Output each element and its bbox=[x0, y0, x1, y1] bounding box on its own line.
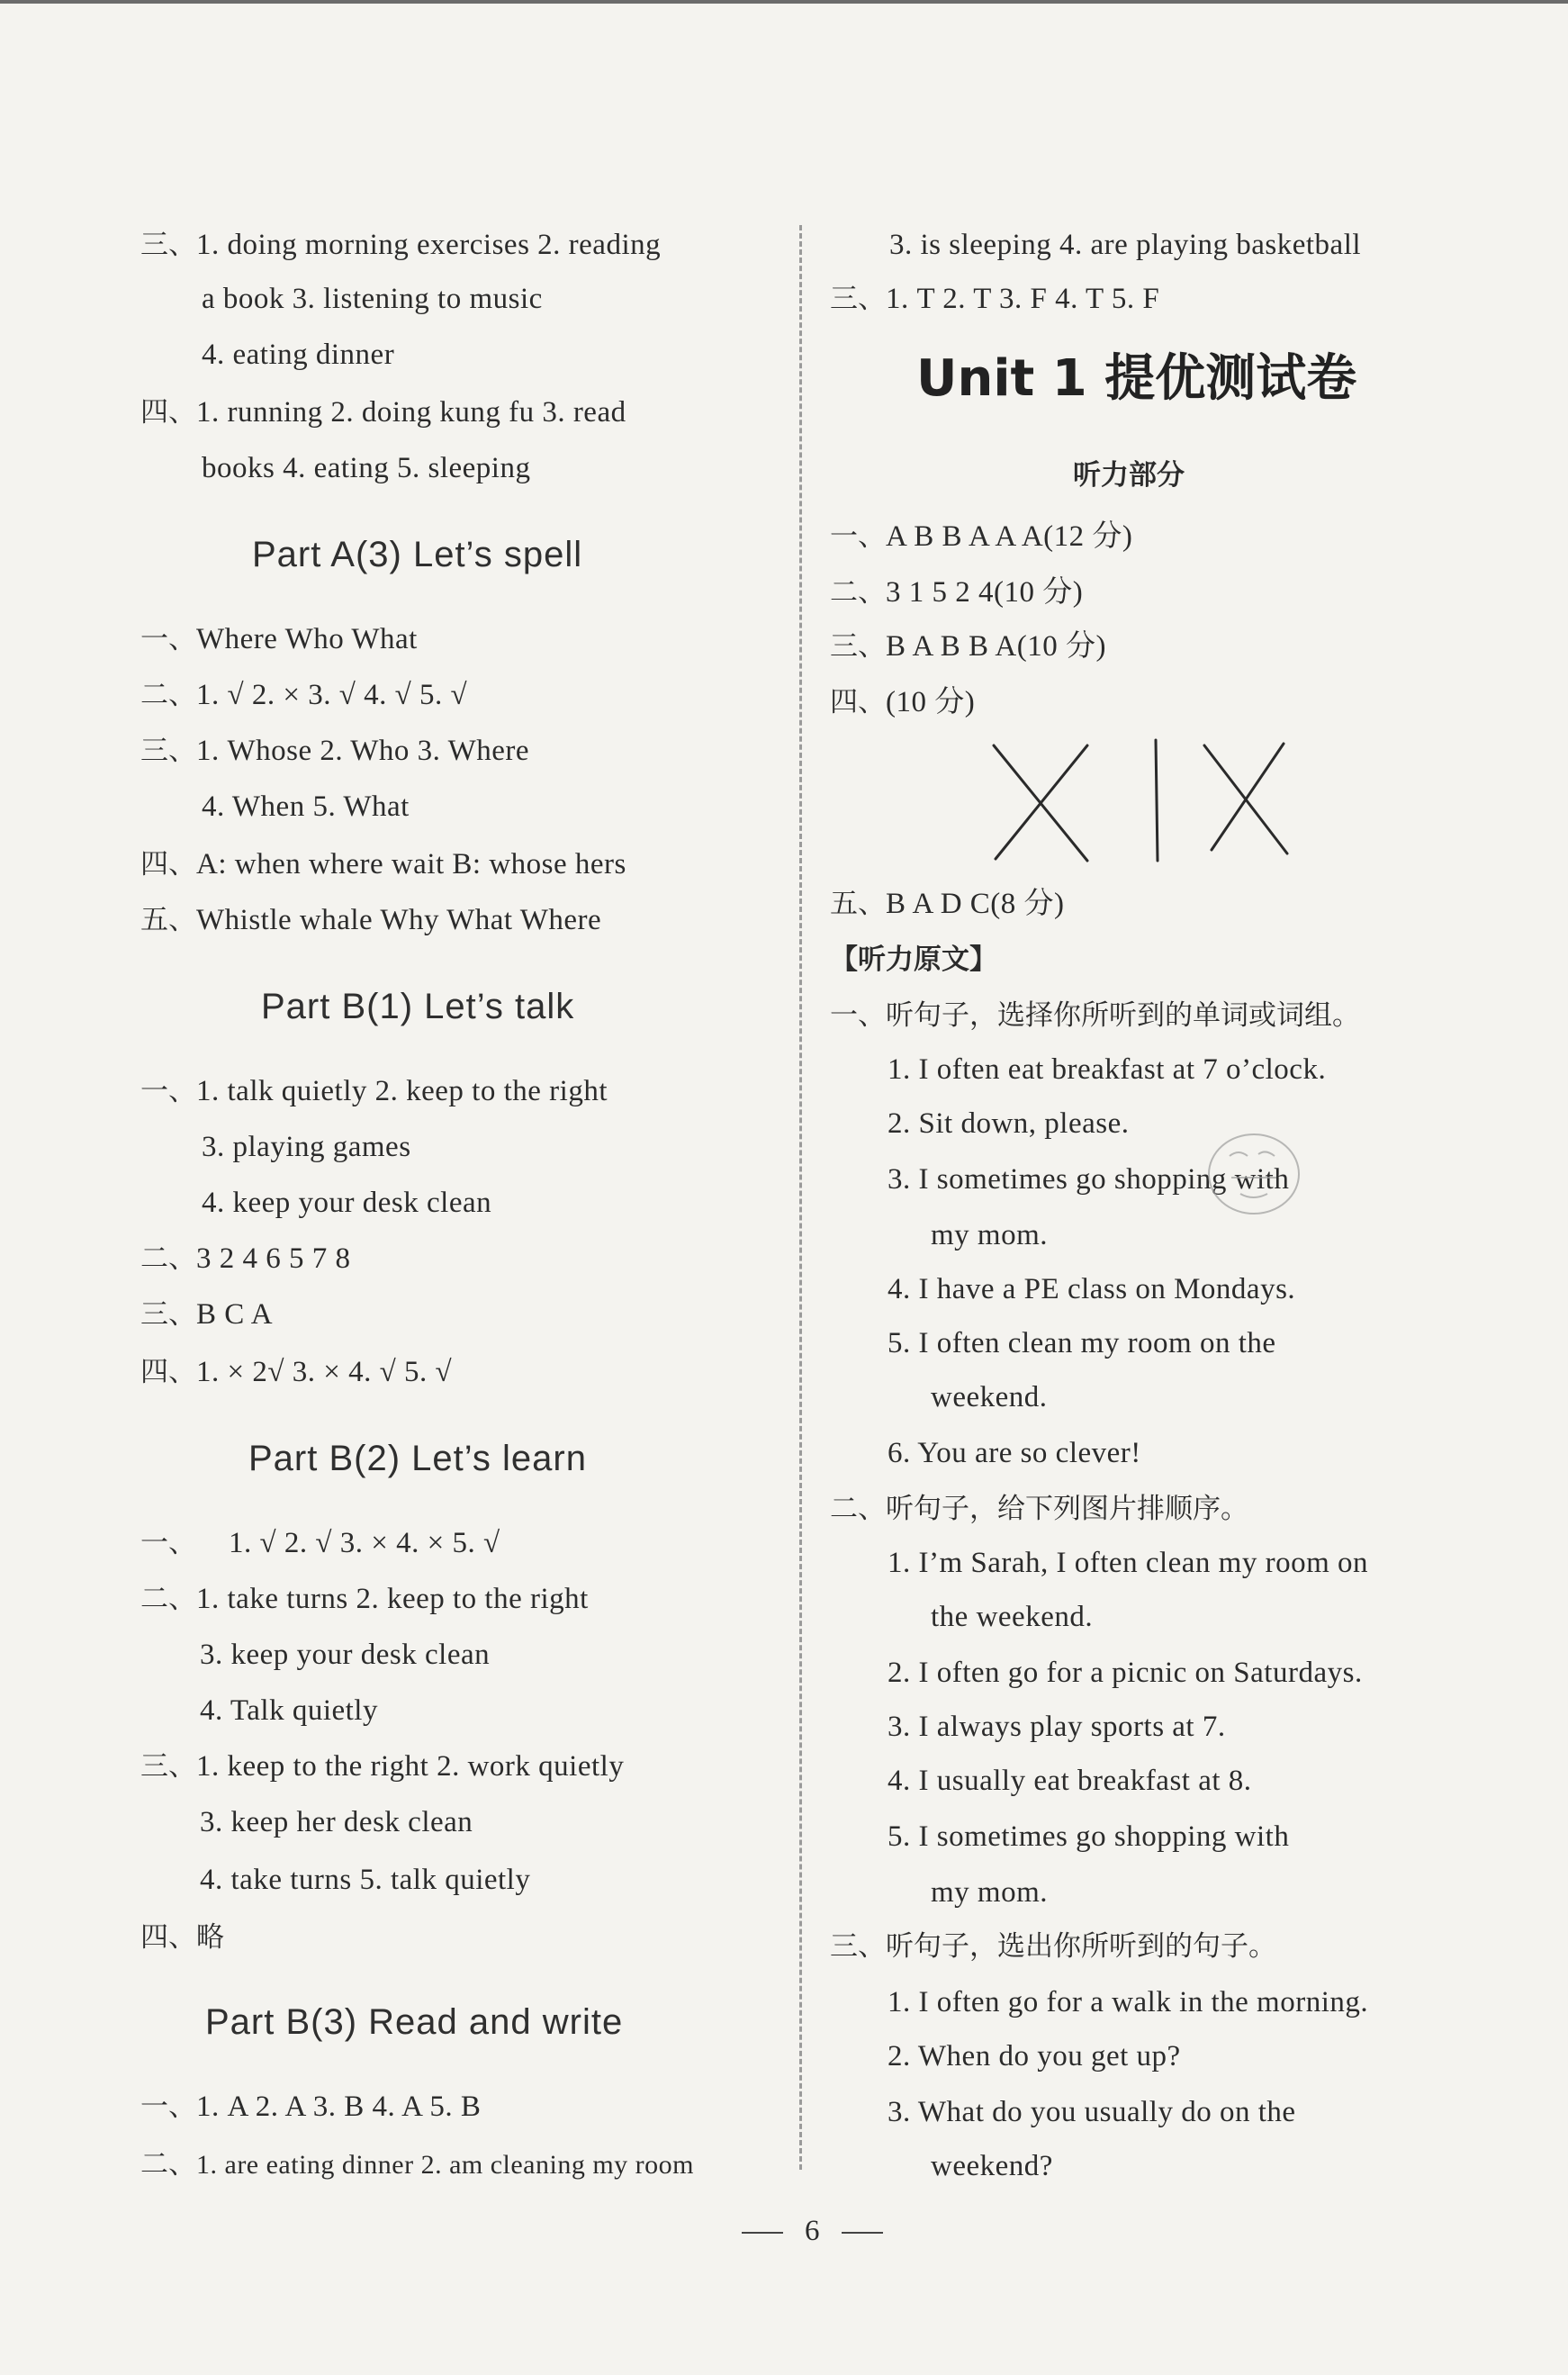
left-b3-l0: 一、1. talk quietly 2. keep to the right bbox=[140, 1075, 608, 1107]
left-b2-l3: 4. When 5. What bbox=[202, 790, 410, 823]
left-b2-l1: 二、1. √ 2. × 3. √ 4. √ 5. √ bbox=[140, 679, 468, 711]
left-b1-l1: a book 3. listening to music bbox=[202, 283, 543, 315]
left-b1-l0: 三、1. doing morning exercises 2. reading bbox=[140, 229, 662, 261]
left-b4-l3: 4. Talk quietly bbox=[200, 1694, 378, 1727]
left-b4-l5: 3. keep her desk clean bbox=[200, 1806, 473, 1838]
left-b4-l2: 3. keep your desk clean bbox=[200, 1639, 491, 1671]
left-b5-l1: 二、1. are eating dinner 2. am cleaning my room bbox=[140, 2148, 694, 2181]
left-b3-l5: 四、1. × 2√ 3. × 4. √ 5. √ bbox=[140, 1356, 453, 1388]
script-l16: my mom. bbox=[931, 1876, 1049, 1909]
watermark-stamp bbox=[1204, 1129, 1303, 1219]
script-l6: 5. I often clean my room on the bbox=[888, 1327, 1276, 1359]
left-b3-l4: 三、B C A bbox=[140, 1298, 274, 1331]
script-l8: 6. You are so clever! bbox=[888, 1437, 1141, 1469]
script-l13: 3. I always play sports at 7. bbox=[888, 1711, 1226, 1743]
script-l1: 1. I often eat breakfast at 7 o’clock. bbox=[888, 1053, 1327, 1086]
script-l21: weekend? bbox=[931, 2150, 1053, 2182]
right-ans-l1: 二、3 1 5 2 4(10 分) bbox=[830, 576, 1084, 609]
script-l12: 2. I often go for a picnic on Saturdays. bbox=[888, 1657, 1363, 1689]
script-l3: 3. I sometimes go shopping with bbox=[888, 1163, 1290, 1196]
section-heading-b3: Part B(3) Read and write bbox=[205, 2002, 624, 2042]
script-l9: 二、听句子，给下列图片排顺序。 bbox=[830, 1493, 1248, 1525]
left-b2-l0: 一、Where Who What bbox=[140, 623, 418, 655]
mark-vertical bbox=[1156, 740, 1158, 861]
script-l5: 4. I have a PE class on Mondays. bbox=[888, 1273, 1296, 1305]
section-heading-a3: Part A(3) Let’s spell bbox=[252, 535, 583, 574]
left-b4-l1: 二、1. take turns 2. keep to the right bbox=[140, 1583, 589, 1615]
script-l7: weekend. bbox=[931, 1381, 1048, 1413]
left-b4-l6: 4. take turns 5. talk quietly bbox=[200, 1864, 531, 1896]
left-b2-l2: 三、1. Whose 2. Who 3. Where bbox=[140, 735, 530, 767]
script-l14: 4. I usually eat breakfast at 8. bbox=[888, 1765, 1252, 1797]
listening-script-title: 【听力原文】 bbox=[830, 944, 997, 976]
test-title: Unit 1 提优测试卷 bbox=[916, 349, 1357, 408]
cross-tick-marks bbox=[981, 738, 1305, 873]
right-top-l1: 三、1. T 2. T 3. F 4. T 5. F bbox=[830, 283, 1160, 315]
listening-subtitle: 听力部分 bbox=[1073, 459, 1185, 492]
left-b1-l3: 四、1. running 2. doing kung fu 3. read bbox=[140, 396, 626, 429]
left-b2-l4: 四、A: when where wait B: whose hers bbox=[140, 848, 626, 880]
script-l17: 三、听句子，选出你所听到的句子。 bbox=[830, 1930, 1276, 1963]
section-heading-b1: Part B(1) Let’s talk bbox=[261, 987, 575, 1026]
left-b3-l2: 4. keep your desk clean bbox=[202, 1187, 492, 1219]
script-l19: 2. When do you get up? bbox=[888, 2040, 1181, 2072]
script-l10: 1. I’m Sarah, I often clean my room on bbox=[888, 1547, 1369, 1579]
left-b5-l0: 一、1. A 2. A 3. B 4. A 5. B bbox=[140, 2091, 482, 2123]
top-border bbox=[0, 0, 1568, 4]
right-ans-l2: 三、B A B B A(10 分) bbox=[830, 630, 1106, 663]
left-b4-l4: 三、1. keep to the right 2. work quietly bbox=[140, 1750, 625, 1783]
script-l15: 5. I sometimes go shopping with bbox=[888, 1820, 1290, 1853]
script-l4: my mom. bbox=[931, 1219, 1049, 1251]
left-b3-l1: 3. playing games bbox=[202, 1131, 411, 1163]
section-heading-b2: Part B(2) Let’s learn bbox=[248, 1439, 587, 1478]
left-b4-l0: 一、 1. √ 2. √ 3. × 4. × 5. √ bbox=[140, 1527, 500, 1559]
left-b1-l2: 4. eating dinner bbox=[202, 339, 395, 371]
script-l20: 3. What do you usually do on the bbox=[888, 2096, 1296, 2128]
right-ans-l0: 一、A B B A A A(12 分) bbox=[830, 520, 1133, 553]
script-l0: 一、听句子，选择你所听到的单词或词组。 bbox=[830, 999, 1360, 1032]
left-b2-l5: 五、Whistle whale Why What Where bbox=[140, 904, 602, 936]
script-l2: 2. Sit down, please. bbox=[888, 1107, 1130, 1140]
right-top-l0: 3. is sleeping 4. are playing basketball bbox=[889, 229, 1362, 261]
left-b1-l4: books 4. eating 5. sleeping bbox=[202, 452, 531, 484]
left-b3-l3: 二、3 2 4 6 5 7 8 bbox=[140, 1242, 351, 1275]
script-l18: 1. I often go for a walk in the morning. bbox=[888, 1986, 1369, 2018]
page-number: 6 bbox=[720, 2211, 905, 2251]
left-b4-l7: 四、略 bbox=[140, 1921, 224, 1954]
script-l11: the weekend. bbox=[931, 1601, 1094, 1633]
right-ans-l4: 五、B A D C(8 分) bbox=[830, 888, 1065, 920]
right-ans-l3: 四、(10 分) bbox=[830, 686, 976, 718]
column-divider bbox=[799, 225, 802, 2170]
